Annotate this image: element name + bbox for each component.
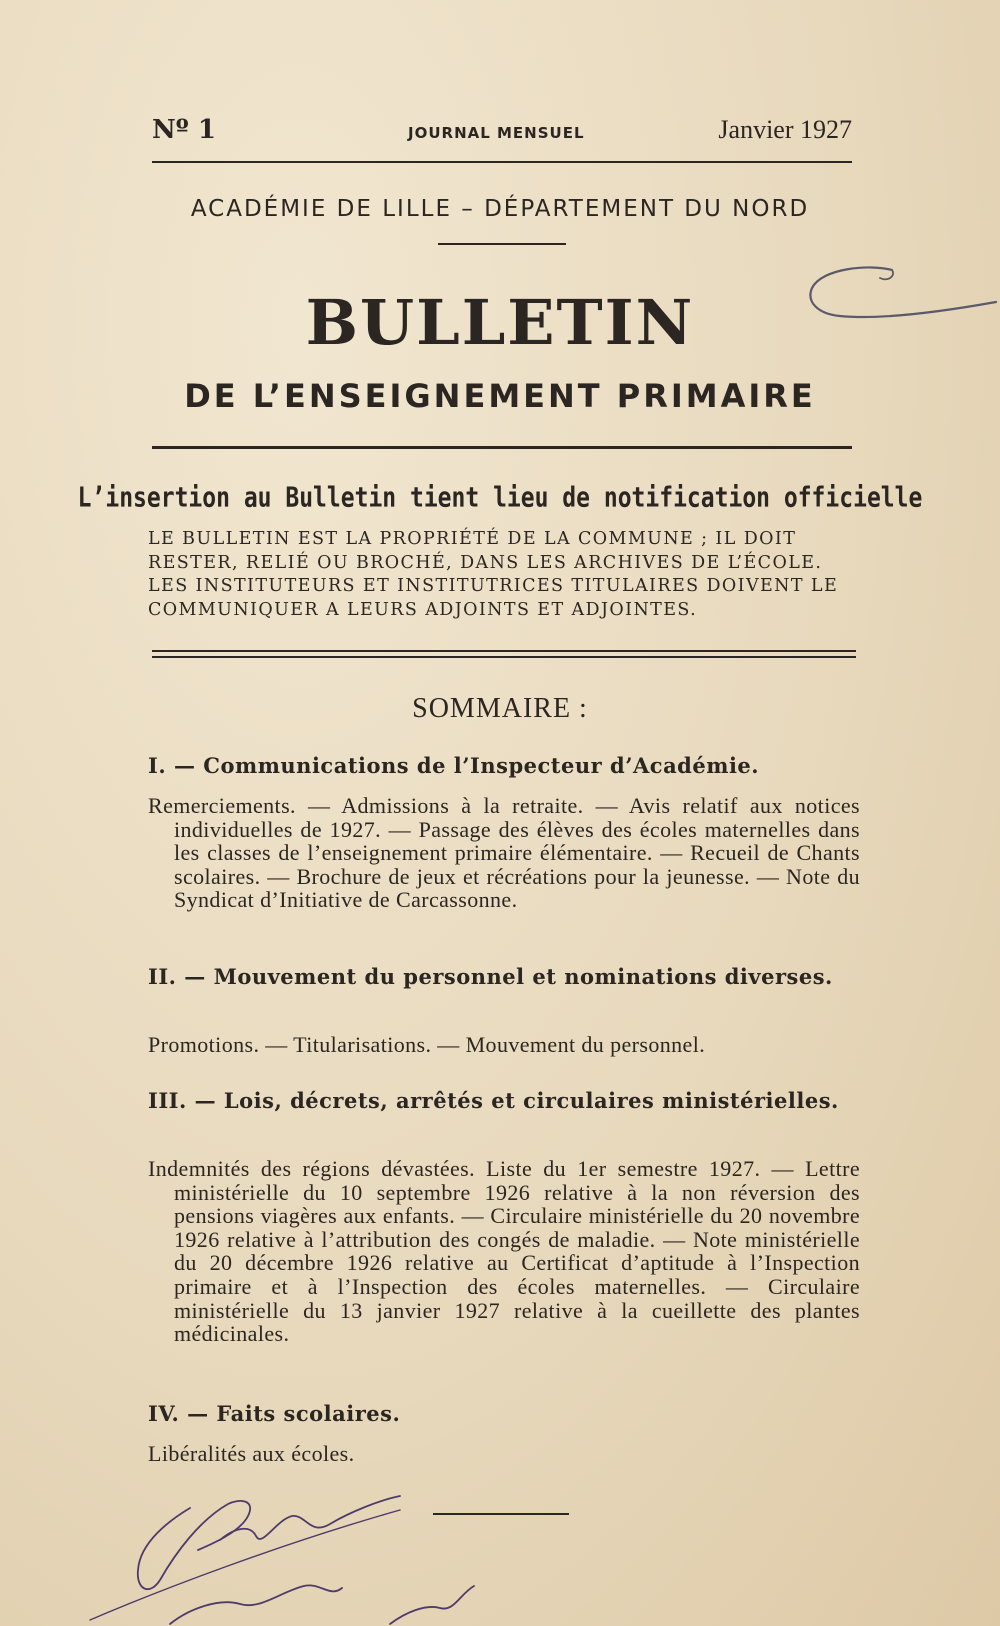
- pencil-c-mark: [800, 262, 1000, 342]
- bulletin-title: BULLETIN: [305, 286, 695, 359]
- handwritten-signature: [80, 1480, 500, 1626]
- journal-label: JOURNAL MENSUEL: [408, 124, 585, 142]
- section-heading: [148, 1088, 860, 1113]
- academie-underline: [438, 243, 566, 245]
- title-rule: [152, 446, 852, 449]
- section-body: Libéralités aux écoles.: [148, 1441, 355, 1466]
- double-rule-bottom: [152, 656, 856, 658]
- section-body: Promotions. — Titularisations. — Mouvement du personnel.: [148, 1032, 706, 1057]
- masthead-line: [152, 115, 852, 155]
- issue-date: Janvier 1927: [718, 115, 852, 144]
- section-heading: [148, 964, 860, 989]
- insertion-notice: L’insertion au Bulletin tient lieu de notification officielle: [77, 482, 923, 514]
- academie-line: ACADÉMIE DE LILLE – DÉPARTEMENT DU NORD: [190, 196, 810, 222]
- issue-number: Nº 1: [152, 115, 216, 145]
- section-heading-text: III. — Lois, décrets, arrêtés et circulaires ministérielles.: [148, 1088, 839, 1113]
- masthead-rule: [152, 161, 852, 163]
- double-rule-top: [152, 650, 856, 652]
- section-heading-text: II. — Mouvement du personnel et nominations diverses.: [148, 964, 833, 989]
- section-heading: IV. — Faits scolaires.: [148, 1401, 401, 1426]
- property-notice: LE BULLETIN EST LA PROPRIÉTÉ DE LA COMMUNE ; IL DOIT RESTER, RELIÉ OU BROCHÉ, DANS LES ARCHIVES DE L’ÉCOLE. LES INSTITUTEURS ET INSTITUTRICES TITULAIRES DOIVENT LE COMMUNIQUER A LEURS ADJOINTS ET ADJOINTES.: [148, 529, 839, 620]
- bulletin-subtitle: DE L’ENSEIGNEMENT PRIMAIRE: [184, 377, 816, 415]
- section-heading: I. — Communications de l’Inspecteur d’Académie.: [148, 753, 760, 778]
- section-body: Remerciements. — Admissions à la retraite. — Avis relatif aux notices individuelles de 1927. — Passage des élèves des écoles maternelles dans les classes de l’enseignement primaire élémentaire. — Recueil de Chants scolaires. — Brochure de jeux et récréations pour la jeunesse. — Note du Syndicat d’Initiative de Carcassonne.: [148, 793, 860, 913]
- section-body: Indemnités des régions dévastées. Liste du 1er semestre 1927. — Lettre ministérielle du 10 septembre 1926 relative à la non réversion des pensions viagères aux enfants. — Circulaire ministérielle du 20 novembre 1926 relative à l’attribution des congés de maladie. — Note ministérielle du 20 décembre 1926 relative au Certificat d’aptitude à l’Inspection primaire et à l’Inspection des écoles maternelles. — Circulaire ministérielle du 13 janvier 1927 relative à la cueillette des plantes médicinales.: [148, 1156, 860, 1347]
- sommaire-heading: SOMMAIRE :: [412, 693, 588, 724]
